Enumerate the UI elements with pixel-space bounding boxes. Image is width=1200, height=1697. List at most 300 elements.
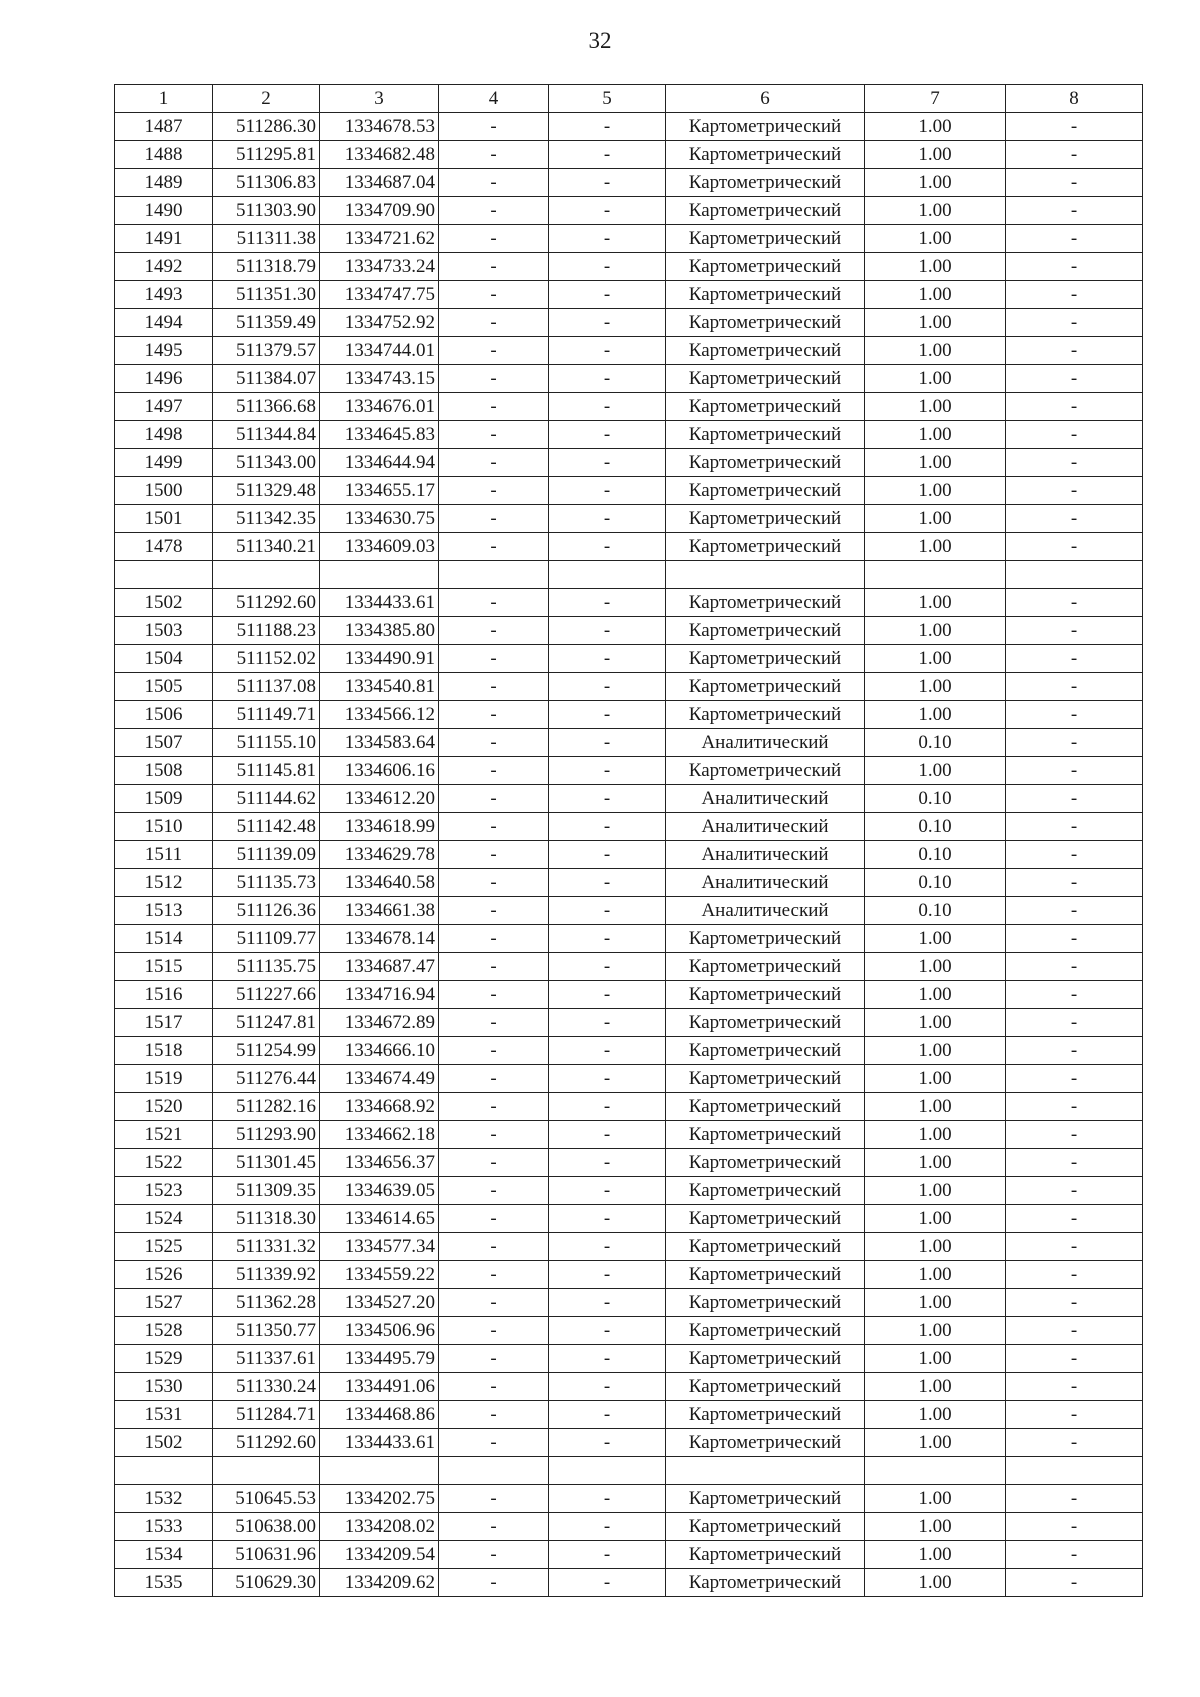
cell-method: Картометрический bbox=[666, 925, 865, 953]
cell-method: Картометрический bbox=[666, 1233, 865, 1261]
cell-col-4: - bbox=[439, 197, 549, 225]
cell-col-5: - bbox=[549, 141, 666, 169]
cell-col-8: - bbox=[1006, 897, 1143, 925]
cell-col-5: - bbox=[549, 925, 666, 953]
cell-accuracy: 1.00 bbox=[865, 1261, 1006, 1289]
cell-col-8 bbox=[1006, 561, 1143, 589]
cell-col-4: - bbox=[439, 729, 549, 757]
cell-col-4: - bbox=[439, 365, 549, 393]
cell-col-8: - bbox=[1006, 869, 1143, 897]
cell-accuracy: 1.00 bbox=[865, 673, 1006, 701]
cell-x-coordinate: 511344.84 bbox=[213, 421, 320, 449]
cell-point-number: 1511 bbox=[115, 841, 213, 869]
cell-col-8: - bbox=[1006, 421, 1143, 449]
cell-y-coordinate: 1334752.92 bbox=[320, 309, 439, 337]
cell-col-5: - bbox=[549, 953, 666, 981]
cell-accuracy: 1.00 bbox=[865, 421, 1006, 449]
cell-point-number bbox=[115, 1457, 213, 1485]
cell-accuracy: 1.00 bbox=[865, 393, 1006, 421]
cell-col-4: - bbox=[439, 1261, 549, 1289]
cell-method: Аналитический bbox=[666, 869, 865, 897]
cell-x-coordinate: 511303.90 bbox=[213, 197, 320, 225]
cell-accuracy: 1.00 bbox=[865, 1569, 1006, 1597]
table-row bbox=[115, 1373, 1143, 1401]
cell-method: Картометрический bbox=[666, 533, 865, 561]
cell-x-coordinate: 511144.62 bbox=[213, 785, 320, 813]
table-row bbox=[115, 785, 1143, 813]
cell-point-number: 1522 bbox=[115, 1149, 213, 1177]
cell-point-number: 1515 bbox=[115, 953, 213, 981]
cell-x-coordinate: 511350.77 bbox=[213, 1317, 320, 1345]
cell-x-coordinate: 511276.44 bbox=[213, 1065, 320, 1093]
cell-col-8: - bbox=[1006, 1121, 1143, 1149]
column-header-2: 2 bbox=[213, 85, 320, 113]
table-separator-row bbox=[115, 1457, 1143, 1485]
cell-y-coordinate: 1334577.34 bbox=[320, 1233, 439, 1261]
table-row bbox=[115, 1233, 1143, 1261]
cell-point-number: 1489 bbox=[115, 169, 213, 197]
cell-y-coordinate: 1334716.94 bbox=[320, 981, 439, 1009]
cell-x-coordinate: 511109.77 bbox=[213, 925, 320, 953]
cell-method: Аналитический bbox=[666, 897, 865, 925]
cell-col-4: - bbox=[439, 281, 549, 309]
cell-method: Картометрический bbox=[666, 617, 865, 645]
cell-method: Картометрический bbox=[666, 1289, 865, 1317]
table-row bbox=[115, 813, 1143, 841]
table-row bbox=[115, 1429, 1143, 1457]
cell-method: Картометрический bbox=[666, 1121, 865, 1149]
cell-x-coordinate: 511145.81 bbox=[213, 757, 320, 785]
cell-col-8: - bbox=[1006, 589, 1143, 617]
cell-method: Картометрический bbox=[666, 225, 865, 253]
cell-col-8: - bbox=[1006, 1317, 1143, 1345]
table-row bbox=[115, 701, 1143, 729]
cell-method: Картометрический bbox=[666, 1009, 865, 1037]
cell-col-4: - bbox=[439, 589, 549, 617]
table-row bbox=[115, 337, 1143, 365]
cell-x-coordinate: 511318.30 bbox=[213, 1205, 320, 1233]
cell-method: Картометрический bbox=[666, 1429, 865, 1457]
cell-y-coordinate: 1334682.48 bbox=[320, 141, 439, 169]
table-row bbox=[115, 1513, 1143, 1541]
cell-x-coordinate: 510631.96 bbox=[213, 1541, 320, 1569]
cell-method: Картометрический bbox=[666, 1149, 865, 1177]
cell-point-number: 1528 bbox=[115, 1317, 213, 1345]
cell-y-coordinate: 1334468.86 bbox=[320, 1401, 439, 1429]
cell-method: Картометрический bbox=[666, 1037, 865, 1065]
cell-accuracy bbox=[865, 1457, 1006, 1485]
cell-col-5: - bbox=[549, 841, 666, 869]
cell-col-4: - bbox=[439, 141, 549, 169]
cell-method: Картометрический bbox=[666, 1373, 865, 1401]
cell-method: Картометрический bbox=[666, 1513, 865, 1541]
cell-y-coordinate: 1334506.96 bbox=[320, 1317, 439, 1345]
cell-point-number: 1500 bbox=[115, 477, 213, 505]
table-row bbox=[115, 897, 1143, 925]
cell-col-8: - bbox=[1006, 141, 1143, 169]
cell-accuracy: 1.00 bbox=[865, 337, 1006, 365]
cell-y-coordinate: 1334559.22 bbox=[320, 1261, 439, 1289]
table-row bbox=[115, 1541, 1143, 1569]
cell-method: Картометрический bbox=[666, 1093, 865, 1121]
cell-col-5: - bbox=[549, 113, 666, 141]
cell-accuracy: 1.00 bbox=[865, 477, 1006, 505]
cell-method: Картометрический bbox=[666, 1541, 865, 1569]
cell-method: Картометрический bbox=[666, 981, 865, 1009]
cell-col-4: - bbox=[439, 1149, 549, 1177]
table-row bbox=[115, 757, 1143, 785]
cell-col-8: - bbox=[1006, 1345, 1143, 1373]
cell-accuracy: 0.10 bbox=[865, 841, 1006, 869]
cell-col-8: - bbox=[1006, 197, 1143, 225]
cell-method: Картометрический bbox=[666, 197, 865, 225]
cell-col-5: - bbox=[549, 1513, 666, 1541]
cell-x-coordinate: 511292.60 bbox=[213, 1429, 320, 1457]
cell-col-4: - bbox=[439, 981, 549, 1009]
cell-x-coordinate: 511340.21 bbox=[213, 533, 320, 561]
cell-col-5: - bbox=[549, 337, 666, 365]
cell-method: Картометрический bbox=[666, 281, 865, 309]
cell-accuracy: 1.00 bbox=[865, 113, 1006, 141]
cell-x-coordinate: 511379.57 bbox=[213, 337, 320, 365]
cell-accuracy: 1.00 bbox=[865, 281, 1006, 309]
page-number: 32 bbox=[588, 28, 612, 53]
cell-method: Картометрический bbox=[666, 113, 865, 141]
cell-accuracy: 1.00 bbox=[865, 981, 1006, 1009]
cell-y-coordinate: 1334678.53 bbox=[320, 113, 439, 141]
cell-y-coordinate: 1334540.81 bbox=[320, 673, 439, 701]
cell-col-8: - bbox=[1006, 477, 1143, 505]
cell-col-8: - bbox=[1006, 1093, 1143, 1121]
cell-x-coordinate: 511135.73 bbox=[213, 869, 320, 897]
table-row bbox=[115, 1317, 1143, 1345]
coordinates-table bbox=[114, 84, 1143, 1597]
cell-col-5: - bbox=[549, 1317, 666, 1345]
cell-col-8: - bbox=[1006, 533, 1143, 561]
cell-accuracy: 1.00 bbox=[865, 645, 1006, 673]
cell-col-5: - bbox=[549, 981, 666, 1009]
cell-y-coordinate: 1334743.15 bbox=[320, 365, 439, 393]
cell-accuracy: 1.00 bbox=[865, 1373, 1006, 1401]
cell-point-number: 1509 bbox=[115, 785, 213, 813]
cell-method bbox=[666, 561, 865, 589]
cell-col-5: - bbox=[549, 393, 666, 421]
cell-accuracy: 1.00 bbox=[865, 1429, 1006, 1457]
cell-x-coordinate: 511309.35 bbox=[213, 1177, 320, 1205]
cell-accuracy: 1.00 bbox=[865, 589, 1006, 617]
cell-col-8: - bbox=[1006, 449, 1143, 477]
table-row bbox=[115, 645, 1143, 673]
cell-col-8: - bbox=[1006, 813, 1143, 841]
cell-col-8: - bbox=[1006, 309, 1143, 337]
cell-col-5: - bbox=[549, 1009, 666, 1037]
cell-point-number: 1504 bbox=[115, 645, 213, 673]
cell-col-5: - bbox=[549, 533, 666, 561]
cell-y-coordinate: 1334645.83 bbox=[320, 421, 439, 449]
cell-y-coordinate: 1334209.62 bbox=[320, 1569, 439, 1597]
cell-col-5: - bbox=[549, 197, 666, 225]
cell-y-coordinate: 1334609.03 bbox=[320, 533, 439, 561]
cell-accuracy: 1.00 bbox=[865, 253, 1006, 281]
table-row bbox=[115, 477, 1143, 505]
cell-col-4: - bbox=[439, 813, 549, 841]
cell-point-number: 1492 bbox=[115, 253, 213, 281]
cell-col-8: - bbox=[1006, 673, 1143, 701]
cell-y-coordinate: 1334656.37 bbox=[320, 1149, 439, 1177]
cell-accuracy: 1.00 bbox=[865, 169, 1006, 197]
cell-col-4: - bbox=[439, 505, 549, 533]
cell-accuracy: 1.00 bbox=[865, 1065, 1006, 1093]
cell-col-4: - bbox=[439, 421, 549, 449]
cell-y-coordinate: 1334618.99 bbox=[320, 813, 439, 841]
cell-col-5: - bbox=[549, 449, 666, 477]
cell-col-8: - bbox=[1006, 1205, 1143, 1233]
cell-accuracy: 1.00 bbox=[865, 1401, 1006, 1429]
cell-x-coordinate: 511149.71 bbox=[213, 701, 320, 729]
cell-col-4: - bbox=[439, 477, 549, 505]
cell-col-5: - bbox=[549, 1261, 666, 1289]
cell-point-number: 1488 bbox=[115, 141, 213, 169]
cell-point-number: 1513 bbox=[115, 897, 213, 925]
cell-x-coordinate: 511282.16 bbox=[213, 1093, 320, 1121]
cell-method: Картометрический bbox=[666, 589, 865, 617]
cell-point-number: 1498 bbox=[115, 421, 213, 449]
cell-col-4: - bbox=[439, 393, 549, 421]
cell-accuracy: 1.00 bbox=[865, 141, 1006, 169]
cell-method: Картометрический bbox=[666, 1261, 865, 1289]
cell-method: Картометрический bbox=[666, 1569, 865, 1597]
cell-x-coordinate bbox=[213, 561, 320, 589]
cell-method: Картометрический bbox=[666, 393, 865, 421]
cell-y-coordinate: 1334733.24 bbox=[320, 253, 439, 281]
cell-col-4: - bbox=[439, 113, 549, 141]
cell-y-coordinate: 1334674.49 bbox=[320, 1065, 439, 1093]
cell-y-coordinate: 1334527.20 bbox=[320, 1289, 439, 1317]
cell-col-5: - bbox=[549, 701, 666, 729]
cell-method: Картометрический bbox=[666, 1401, 865, 1429]
cell-method: Картометрический bbox=[666, 1485, 865, 1513]
cell-col-5: - bbox=[549, 1373, 666, 1401]
cell-x-coordinate: 511142.48 bbox=[213, 813, 320, 841]
cell-col-8: - bbox=[1006, 169, 1143, 197]
cell-method: Аналитический bbox=[666, 813, 865, 841]
cell-method: Картометрический bbox=[666, 1177, 865, 1205]
cell-col-4: - bbox=[439, 897, 549, 925]
cell-y-coordinate: 1334612.20 bbox=[320, 785, 439, 813]
cell-col-5: - bbox=[549, 309, 666, 337]
column-header-5: 5 bbox=[549, 85, 666, 113]
table-row bbox=[115, 1149, 1143, 1177]
cell-y-coordinate bbox=[320, 561, 439, 589]
table-row bbox=[115, 1401, 1143, 1429]
cell-col-8: - bbox=[1006, 841, 1143, 869]
cell-col-5: - bbox=[549, 729, 666, 757]
cell-col-4: - bbox=[439, 1317, 549, 1345]
cell-accuracy: 1.00 bbox=[865, 1037, 1006, 1065]
cell-col-4: - bbox=[439, 1373, 549, 1401]
cell-y-coordinate: 1334566.12 bbox=[320, 701, 439, 729]
cell-point-number: 1516 bbox=[115, 981, 213, 1009]
cell-point-number: 1517 bbox=[115, 1009, 213, 1037]
cell-col-4: - bbox=[439, 869, 549, 897]
cell-point-number: 1529 bbox=[115, 1345, 213, 1373]
cell-col-4: - bbox=[439, 1177, 549, 1205]
cell-x-coordinate: 511254.99 bbox=[213, 1037, 320, 1065]
cell-col-5: - bbox=[549, 1205, 666, 1233]
cell-accuracy: 1.00 bbox=[865, 449, 1006, 477]
table-row bbox=[115, 981, 1143, 1009]
cell-method: Картометрический bbox=[666, 1065, 865, 1093]
cell-accuracy: 1.00 bbox=[865, 701, 1006, 729]
cell-col-8: - bbox=[1006, 505, 1143, 533]
cell-point-number: 1519 bbox=[115, 1065, 213, 1093]
cell-col-5: - bbox=[549, 1485, 666, 1513]
cell-col-4: - bbox=[439, 1401, 549, 1429]
cell-x-coordinate: 511311.38 bbox=[213, 225, 320, 253]
cell-accuracy: 0.10 bbox=[865, 729, 1006, 757]
cell-col-4: - bbox=[439, 309, 549, 337]
cell-col-8: - bbox=[1006, 393, 1143, 421]
cell-point-number: 1507 bbox=[115, 729, 213, 757]
cell-y-coordinate: 1334433.61 bbox=[320, 589, 439, 617]
table-row bbox=[115, 925, 1143, 953]
cell-method: Картометрический bbox=[666, 701, 865, 729]
cell-x-coordinate: 511330.24 bbox=[213, 1373, 320, 1401]
table-row bbox=[115, 953, 1143, 981]
cell-col-4: - bbox=[439, 953, 549, 981]
cell-col-4: - bbox=[439, 673, 549, 701]
cell-point-number: 1527 bbox=[115, 1289, 213, 1317]
column-header-6: 6 bbox=[666, 85, 865, 113]
table-row bbox=[115, 869, 1143, 897]
cell-accuracy: 1.00 bbox=[865, 925, 1006, 953]
cell-x-coordinate: 511293.90 bbox=[213, 1121, 320, 1149]
cell-method: Картометрический bbox=[666, 477, 865, 505]
cell-point-number: 1502 bbox=[115, 1429, 213, 1457]
cell-y-coordinate: 1334687.47 bbox=[320, 953, 439, 981]
cell-x-coordinate: 511188.23 bbox=[213, 617, 320, 645]
table-row bbox=[115, 141, 1143, 169]
cell-accuracy: 1.00 bbox=[865, 1513, 1006, 1541]
cell-x-coordinate: 511343.00 bbox=[213, 449, 320, 477]
cell-col-5: - bbox=[549, 1401, 666, 1429]
cell-point-number: 1520 bbox=[115, 1093, 213, 1121]
cell-col-4: - bbox=[439, 1037, 549, 1065]
cell-col-8: - bbox=[1006, 1261, 1143, 1289]
cell-col-4: - bbox=[439, 645, 549, 673]
cell-col-5: - bbox=[549, 897, 666, 925]
cell-method: Аналитический bbox=[666, 729, 865, 757]
cell-col-8: - bbox=[1006, 785, 1143, 813]
cell-x-coordinate: 511286.30 bbox=[213, 113, 320, 141]
cell-x-coordinate: 511135.75 bbox=[213, 953, 320, 981]
cell-method: Аналитический bbox=[666, 841, 865, 869]
table-row bbox=[115, 1009, 1143, 1037]
cell-x-coordinate: 511247.81 bbox=[213, 1009, 320, 1037]
cell-col-5: - bbox=[549, 477, 666, 505]
table-row bbox=[115, 197, 1143, 225]
table-row bbox=[115, 393, 1143, 421]
cell-col-4: - bbox=[439, 1009, 549, 1037]
cell-col-4: - bbox=[439, 701, 549, 729]
cell-y-coordinate: 1334678.14 bbox=[320, 925, 439, 953]
cell-col-4: - bbox=[439, 1345, 549, 1373]
cell-y-coordinate: 1334687.04 bbox=[320, 169, 439, 197]
table-row bbox=[115, 1065, 1143, 1093]
table-row bbox=[115, 729, 1143, 757]
cell-x-coordinate: 511155.10 bbox=[213, 729, 320, 757]
cell-col-8: - bbox=[1006, 1065, 1143, 1093]
cell-point-number: 1493 bbox=[115, 281, 213, 309]
cell-col-5: - bbox=[549, 869, 666, 897]
cell-col-4: - bbox=[439, 785, 549, 813]
table-row bbox=[115, 533, 1143, 561]
column-header-1: 1 bbox=[115, 85, 213, 113]
cell-col-8: - bbox=[1006, 1485, 1143, 1513]
cell-accuracy: 1.00 bbox=[865, 1541, 1006, 1569]
cell-x-coordinate: 510629.30 bbox=[213, 1569, 320, 1597]
cell-accuracy: 1.00 bbox=[865, 1345, 1006, 1373]
cell-col-5: - bbox=[549, 1121, 666, 1149]
cell-accuracy: 1.00 bbox=[865, 1121, 1006, 1149]
cell-accuracy: 0.10 bbox=[865, 785, 1006, 813]
table-row bbox=[115, 505, 1143, 533]
cell-accuracy: 1.00 bbox=[865, 1485, 1006, 1513]
cell-col-8: - bbox=[1006, 953, 1143, 981]
cell-accuracy: 0.10 bbox=[865, 813, 1006, 841]
cell-point-number: 1496 bbox=[115, 365, 213, 393]
table-row bbox=[115, 309, 1143, 337]
cell-y-coordinate: 1334640.58 bbox=[320, 869, 439, 897]
table-row bbox=[115, 1485, 1143, 1513]
cell-col-8: - bbox=[1006, 925, 1143, 953]
cell-col-8: - bbox=[1006, 337, 1143, 365]
cell-col-4 bbox=[439, 561, 549, 589]
column-header-7: 7 bbox=[865, 85, 1006, 113]
cell-x-coordinate: 511384.07 bbox=[213, 365, 320, 393]
table-row bbox=[115, 1569, 1143, 1597]
cell-accuracy: 1.00 bbox=[865, 1009, 1006, 1037]
cell-y-coordinate: 1334661.38 bbox=[320, 897, 439, 925]
cell-x-coordinate: 511126.36 bbox=[213, 897, 320, 925]
cell-y-coordinate: 1334491.06 bbox=[320, 1373, 439, 1401]
cell-y-coordinate: 1334495.79 bbox=[320, 1345, 439, 1373]
table-row bbox=[115, 589, 1143, 617]
cell-col-5: - bbox=[549, 169, 666, 197]
cell-accuracy: 1.00 bbox=[865, 617, 1006, 645]
cell-point-number: 1499 bbox=[115, 449, 213, 477]
cell-y-coordinate: 1334644.94 bbox=[320, 449, 439, 477]
cell-col-5: - bbox=[549, 617, 666, 645]
cell-col-5: - bbox=[549, 1429, 666, 1457]
cell-col-5: - bbox=[549, 757, 666, 785]
cell-x-coordinate: 510645.53 bbox=[213, 1485, 320, 1513]
table-body bbox=[115, 113, 1143, 1597]
table-row bbox=[115, 281, 1143, 309]
table-row bbox=[115, 1093, 1143, 1121]
cell-method: Картометрический bbox=[666, 1317, 865, 1345]
cell-col-4: - bbox=[439, 1205, 549, 1233]
cell-accuracy: 1.00 bbox=[865, 1233, 1006, 1261]
cell-point-number: 1501 bbox=[115, 505, 213, 533]
cell-point-number: 1535 bbox=[115, 1569, 213, 1597]
cell-y-coordinate: 1334709.90 bbox=[320, 197, 439, 225]
cell-method: Картометрический bbox=[666, 253, 865, 281]
cell-accuracy: 1.00 bbox=[865, 1289, 1006, 1317]
table-row bbox=[115, 1121, 1143, 1149]
cell-point-number: 1497 bbox=[115, 393, 213, 421]
cell-y-coordinate: 1334433.61 bbox=[320, 1429, 439, 1457]
